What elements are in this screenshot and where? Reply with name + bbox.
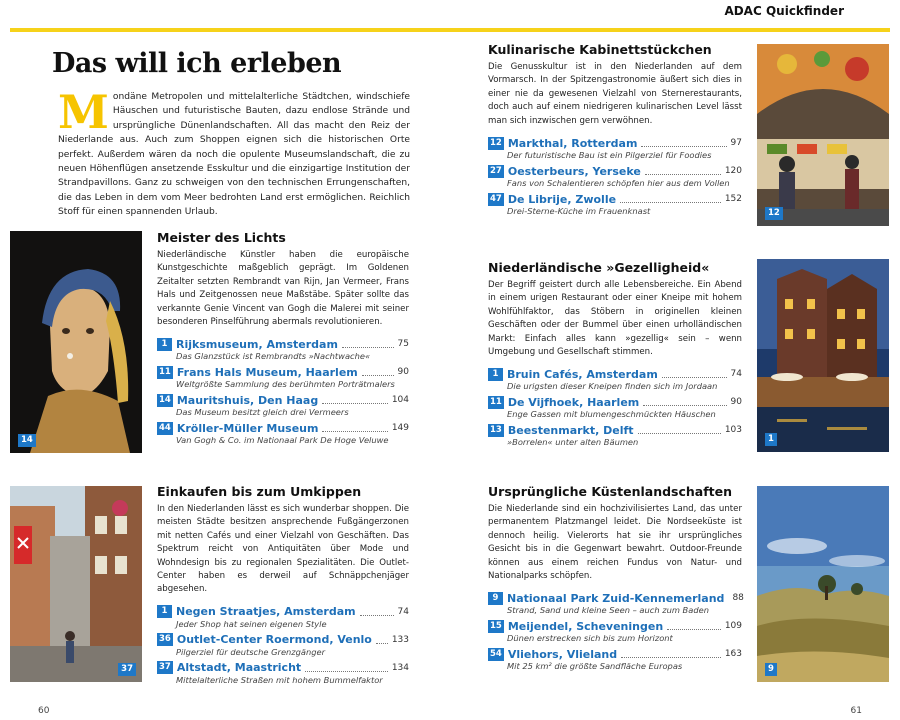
page-reference: 104: [391, 395, 409, 406]
section-body: Der Begriff geistert durch alle Lebensbereiche. Ein Abend in einem urigen Restaurant oder einer Kneipe mit hohem Wohlfühlfaktor, das Stöbern in originellen kleinen Geschäften oder der Bummel über einen urholländischen Markt: Einfach alles kann »gezellig« sein – wenn Umgebung und Gesellschaft stimmen.: [488, 280, 742, 358]
leader-dots: [645, 167, 721, 175]
section-body: Niederländische Künstler haben die europäische Kunstgeschichte maßgeblich geprägt. Im Goldenen Zeitalter setzten Rembrandt van Rijn, Jan Vermeer, Frans Hals und Zeitgenossen neue Maßstäbe. Später sollte das verkannte Genie Vincent van Gogh die Malerei mit seiner besonderen Pinselführung abermals revolutionieren.: [157, 250, 409, 328]
page-reference: 120: [724, 166, 742, 177]
entry-description: Drei-Sterne-Küche im Frauenknast: [507, 206, 651, 217]
entry-item[interactable]: [157, 605, 409, 630]
page-title: Das will ich erleben: [52, 48, 342, 79]
entry-description: Die urigsten dieser Kneipen finden sich im Jordaan: [507, 381, 718, 392]
entry-link[interactable]: Meijendel, Scheveningen: [507, 619, 664, 633]
section-title: Einkaufen bis zum Umkippen: [157, 484, 362, 499]
entry-number: 15: [490, 620, 502, 631]
page-reference: 90: [730, 397, 742, 408]
section-einkaufen: [157, 484, 409, 689]
entry-number: 37: [159, 662, 171, 673]
leader-dots: [342, 340, 394, 348]
entry-item[interactable]: [157, 661, 409, 686]
entry-description: Pilgerziel für deutsche Grenzgänger: [176, 646, 326, 657]
page-reference: 90: [397, 367, 409, 378]
entry-description: Mittelalterliche Straßen mit hohem Bummelfaktor: [176, 674, 383, 685]
leader-dots: [641, 139, 726, 147]
entry-description: Der futuristische Bau ist ein Pilgerziel für Foodies: [507, 150, 712, 161]
leader-dots: [362, 368, 394, 376]
intro-paragraph: [58, 85, 410, 220]
entry-list: [157, 337, 409, 446]
entry-description: Fans von Schalentieren schöpfen hier aus dem Vollen: [507, 178, 730, 189]
page-reference: 163: [724, 649, 742, 660]
page-reference: 149: [391, 423, 409, 434]
leader-dots: [305, 664, 388, 672]
page-reference: 97: [730, 138, 742, 149]
entry-link[interactable]: Kröller-Müller Museum: [176, 421, 319, 435]
page-reference: 133: [391, 634, 409, 645]
entry-number: 1: [488, 368, 503, 381]
entry-description: Enge Gassen mit blumengeschmückten Häuschen: [507, 409, 716, 420]
photo-portrait: [10, 231, 142, 453]
entry-number: 44: [159, 422, 171, 433]
section-title: Niederländische »Gezelligheid«: [488, 260, 710, 275]
entry-number: 14: [159, 394, 171, 405]
leader-dots: [620, 195, 721, 203]
page-reference: 74: [730, 369, 742, 380]
entry-description: Dünen erstrecken sich bis zum Horizont: [507, 633, 673, 644]
leader-dots: [376, 636, 388, 644]
section-kulinarisch: [488, 42, 742, 220]
page-reference: 88: [732, 593, 744, 604]
page-reference: 103: [724, 425, 742, 436]
entry-number: 9: [488, 592, 503, 605]
entry-number: 11: [490, 396, 502, 407]
photo-markthal: [757, 44, 889, 226]
leader-dots: [667, 622, 721, 630]
photo-badge: 37: [118, 663, 136, 676]
entry-link[interactable]: De Vijfhoek, Haarlem: [507, 395, 640, 409]
entry-list: [488, 367, 742, 448]
page-reference: 134: [391, 662, 409, 673]
entry-number: 54: [490, 648, 502, 659]
page-reference: 74: [397, 606, 409, 617]
entry-link[interactable]: Rijksmuseum, Amsterdam: [176, 337, 338, 351]
section-gezelligheid: [488, 260, 742, 451]
photo-badge: 1: [765, 433, 777, 446]
entry-number: 27: [490, 165, 502, 176]
section-meister-des-lichts: [157, 230, 409, 449]
leader-dots: [643, 398, 726, 406]
brand-label: ADAC Quickfinder: [724, 4, 844, 18]
entry-item[interactable]: [488, 192, 742, 217]
section-body: Die Niederlande sind ein hochzivilisiertes Land, das unter permanentem Platzmangel leidet. Die Nordseeküste ist dennoch heilig. Vielerorts hat sie ihr ursprüngliches Gesicht bis in die Gegenwart bewahrt. Outdoor-Freunde können aus einem reichen Fundus von Natur- und Nationalparks schöpfen.: [488, 504, 742, 582]
dropcap: M: [58, 85, 109, 139]
entry-description: Strand, Sand und kleine Seen – auch zum Baden: [507, 605, 709, 616]
entry-item[interactable]: [488, 619, 742, 644]
photo-shopping-street: [10, 486, 142, 682]
entry-list: [488, 136, 742, 217]
entry-item[interactable]: [157, 633, 409, 658]
leader-dots: [322, 396, 388, 404]
entry-link[interactable]: Frans Hals Museum, Haarlem: [176, 365, 358, 379]
page-reference: 152: [724, 194, 742, 205]
entry-item[interactable]: [488, 423, 742, 448]
entry-link[interactable]: Nationaal Park Zuid-Kennemerland: [507, 591, 725, 605]
entry-item[interactable]: [157, 337, 409, 362]
section-body: Die Genusskultur ist in den Niederlanden auf dem Vormarsch. In der Spitzengastronomie äußert sich dies in einer nie da gewesenen Vielzahl von Sternerestaurants, doch auch auf einem niedrigeren kulinarischen Level lässt man sich inzwischen gern verwöhnen.: [488, 62, 742, 126]
entry-number: 12: [490, 137, 502, 148]
entry-link[interactable]: Bruin Cafés, Amsterdam: [507, 367, 658, 381]
entry-item[interactable]: [488, 647, 742, 672]
photo-badge: 14: [18, 434, 36, 447]
entry-link[interactable]: Vliehors, Vlieland: [507, 647, 618, 661]
intro-text: ondäne Metropolen und mittelalterliche Städtchen, windschiefe Häuschen und futuristische Bauten, dazu endlose Strände und ursprüngliche Dünenlandschaften. All das macht den Reiz der Niederlande aus. Auch zum Shoppen eignen sich die historischen Orte perfekt. Außerdem wären da noch die opulente Museumslandschaft, die zu neuen Höhenflügen ansetzende Esskultur und die einzigartige Institution der Strandpavillons. Ganz zu schweigen von den technischen Errungenschaften, die das Leben in dem vom Meer bedrohten Land erst ermöglichen. Reichlich Stoff für einen spannenden Urlaub.: [58, 92, 410, 218]
section-title: Ursprüngliche Küstenlandschaften: [488, 484, 733, 499]
entry-number: 36: [159, 634, 171, 645]
entry-item[interactable]: [488, 164, 742, 189]
entry-list: [488, 591, 742, 672]
leader-dots: [621, 650, 721, 658]
entry-description: »Borrelen« unter alten Bäumen: [507, 437, 639, 448]
entry-link[interactable]: Markthal, Rotterdam: [507, 136, 638, 150]
entry-link[interactable]: Mauritshuis, Den Haag: [176, 393, 319, 407]
entry-link[interactable]: Negen Straatjes, Amsterdam: [176, 605, 356, 619]
photo-canal-evening: [757, 259, 889, 452]
entry-link[interactable]: Oesterbeurs, Yerseke: [507, 164, 641, 178]
page-number-right: 61: [850, 706, 862, 716]
entry-item[interactable]: [157, 365, 409, 390]
entry-item[interactable]: [488, 367, 742, 392]
entry-description: Das Museum besitzt gleich drei Vermeers: [176, 407, 349, 418]
entry-description: Mit 25 km² die größte Sandfläche Europas: [507, 661, 683, 672]
entry-link[interactable]: Beestenmarkt, Delft: [507, 423, 634, 437]
section-title: Meister des Lichts: [157, 230, 286, 245]
page-reference: 109: [724, 621, 742, 632]
entry-description: Weltgrößte Sammlung des berühmten Porträtmalers: [176, 379, 395, 390]
leader-dots: [322, 424, 387, 432]
page-number-left: 60: [38, 706, 50, 716]
leader-dots: [638, 426, 721, 434]
section-kuestenlandschaften: [488, 484, 742, 675]
entry-link[interactable]: Altstadt, Maastricht: [176, 661, 302, 675]
entry-item[interactable]: [157, 421, 409, 446]
section-body: In den Niederlanden lässt es sich wunderbar shoppen. Die meisten Städte besitzen ansprechende Fußgängerzonen mit netten Cafés und einer Vielzahl von Geschäften. Das Spektrum reicht von Antiquitäten über Mode und Wohndesign bis zu regionalen Spezialitäten. Die Outlet-Center haben es derweil auf Schnäppchenjäger abgesehen.: [157, 504, 409, 595]
entry-number: 11: [159, 366, 171, 377]
entry-list: [157, 605, 409, 686]
entry-number: 13: [490, 424, 502, 435]
entry-link[interactable]: Outlet-Center Roermond, Venlo: [176, 633, 372, 647]
entry-number: 1: [157, 605, 172, 618]
photo-badge: 9: [765, 663, 777, 676]
leader-dots: [662, 370, 727, 378]
entry-link[interactable]: De Librije, Zwolle: [507, 192, 617, 206]
page-reference: 75: [397, 339, 409, 350]
photo-dunes: [757, 486, 889, 682]
entry-number: 1: [157, 338, 172, 351]
photo-badge: 12: [765, 207, 783, 220]
entry-description: Van Gogh & Co. im Nationaal Park De Hoge Veluwe: [176, 435, 389, 446]
leader-dots: [360, 608, 394, 616]
section-title: Kulinarische Kabinettstückchen: [488, 42, 712, 57]
entry-item[interactable]: [488, 136, 742, 161]
entry-item[interactable]: [157, 393, 409, 418]
entry-description: Jeder Shop hat seinen eigenen Style: [176, 618, 327, 629]
entry-number: 47: [490, 193, 502, 204]
header-rule: [10, 28, 890, 32]
entry-item[interactable]: [488, 591, 742, 616]
entry-item[interactable]: [488, 395, 742, 420]
entry-description: Das Glanzstück ist Rembrandts »Nachtwache«: [176, 351, 371, 362]
